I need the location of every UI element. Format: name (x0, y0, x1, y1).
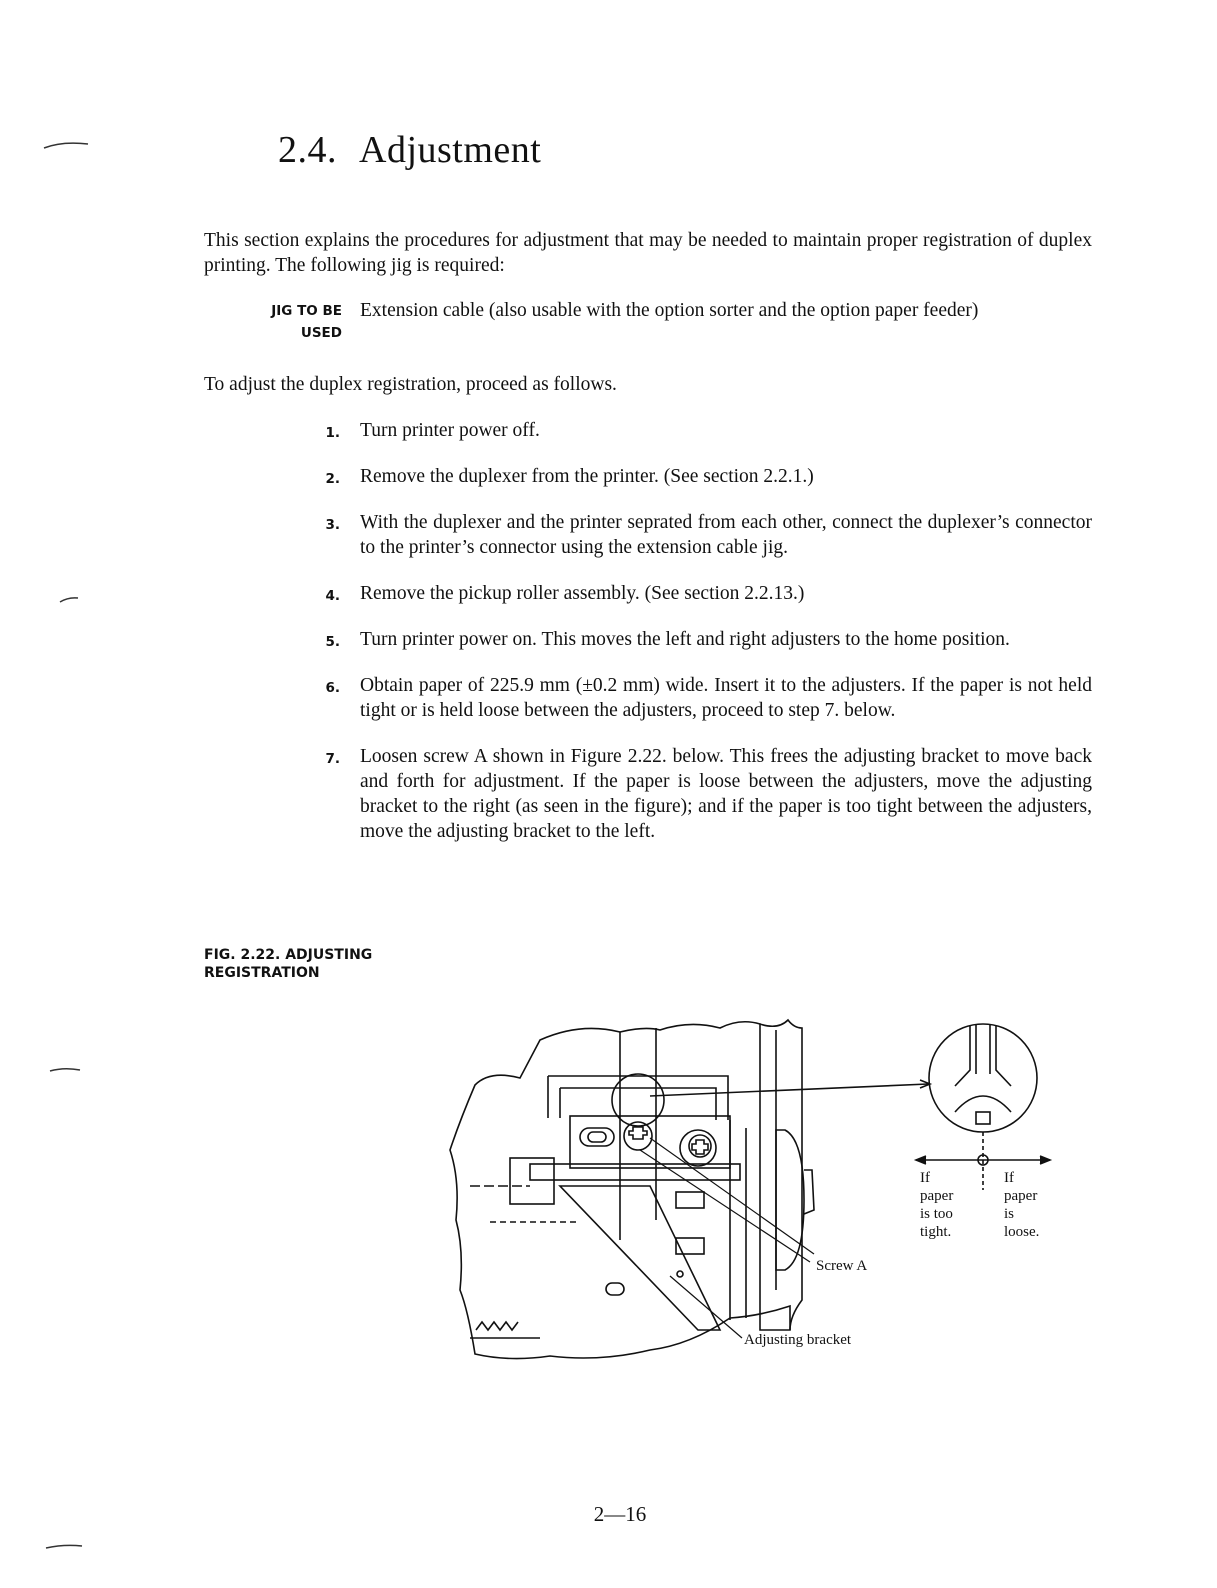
arrow-left-icon (916, 1156, 926, 1164)
jig-label (214, 300, 342, 344)
figure-caption-line2: REGISTRATION (204, 965, 320, 981)
step-item (300, 418, 1092, 443)
section-number: 2.4. (278, 129, 337, 171)
tight-label-line1: If (920, 1170, 930, 1186)
step-number: 4. (325, 588, 340, 604)
step-text: Remove the duplexer from the printer. (See section 2.2.1.) (360, 466, 814, 487)
step-item (300, 673, 1092, 723)
screw-a-label: Screw A (816, 1258, 868, 1274)
side-plate (730, 1120, 746, 1320)
detail-arc (955, 1096, 1011, 1112)
step-text: With the duplexer and the printer seprated from each other, connect the duplexer’s connector to the printer’s connector using the extension cable jig. (360, 512, 1092, 558)
step-item (300, 510, 1092, 560)
slot-upper (676, 1192, 704, 1208)
detail-circle (929, 1024, 1037, 1132)
bracket-frame (548, 1076, 728, 1120)
loose-label-line4: loose. (1004, 1224, 1040, 1240)
frame-edge (760, 1020, 802, 1330)
detail-pin (976, 1112, 990, 1124)
figure-caption-line1: FIG. 2.22. ADJUSTING (204, 947, 373, 963)
section-title: Adjustment (359, 129, 542, 171)
step-text: Remove the pickup roller assembly. (See section 2.2.13.) (360, 583, 805, 604)
step-item (300, 744, 1092, 844)
step-number: 3. (325, 517, 340, 533)
page-number: 2—16 (593, 1502, 647, 1526)
detail-slot (955, 1024, 1011, 1086)
step-text: Turn printer power off. (360, 420, 540, 441)
tight-label-line4: tight. (920, 1224, 952, 1240)
loose-label-line3: is (1004, 1206, 1015, 1222)
roller-hub (804, 1170, 814, 1214)
figure-caption (204, 946, 444, 982)
step-item (300, 581, 1092, 606)
guide-shaft (530, 1164, 740, 1180)
oval-slot-inner (588, 1132, 606, 1142)
screw-a-cross (629, 1127, 647, 1139)
step-number: 7. (325, 751, 340, 767)
scan-mark (42, 140, 92, 152)
spring (476, 1322, 518, 1330)
jig-text: Extension cable (also usable with the option sorter and the option paper feeder) (360, 300, 979, 321)
scan-mark (42, 594, 92, 606)
step-number: 1. (325, 425, 340, 441)
loose-label-line2: paper (1004, 1188, 1038, 1204)
slot-lower (676, 1238, 704, 1254)
step-item (300, 464, 1092, 489)
arrow-right-icon (1040, 1156, 1050, 1164)
step-item (300, 627, 1092, 652)
adjusting-registration-diagram (430, 1000, 1070, 1370)
loose-label-line1: If (1004, 1170, 1014, 1186)
step-number: 2. (325, 471, 340, 487)
pin-hole (677, 1271, 683, 1277)
intro-paragraph: This section explains the procedures for adjustment that may be needed to maintain proper registration of duplex printing. The following jig is required: (204, 230, 1092, 276)
tight-label-line2: paper (920, 1188, 954, 1204)
screw-a-leader (640, 1150, 810, 1262)
step-text: Obtain paper of 225.9 mm (±0.2 mm) wide. Insert it to the adjusters. If the paper is not held tight or is held loose between the adjusters, proceed to step 7. below. (360, 675, 1092, 721)
step-number: 6. (325, 680, 340, 696)
jig-label-line1: JIG TO BE (271, 303, 342, 319)
small-oval-slot (606, 1283, 624, 1295)
oval-slot (580, 1128, 614, 1146)
adjusting-bracket-label: Adjusting bracket (744, 1332, 852, 1348)
tight-label-line3: is too (920, 1206, 953, 1222)
procedure-lead: To adjust the duplex registration, proceed as follows. (204, 374, 617, 395)
step-text: Loosen screw A shown in Figure 2.22. below. This frees the adjusting bracket to move back and forth for adjustment. If the paper is loose between the adjusters, move the adjusting bracket to the right (as seen in the figure); and if the paper is too tight between the adjusters, move the adjusting bracket to the left. (360, 746, 1092, 842)
step-number: 5. (325, 634, 340, 650)
section-heading (278, 128, 541, 172)
screw-cross (692, 1140, 708, 1154)
bracket-leader (670, 1276, 742, 1338)
scan-mark (42, 1540, 92, 1552)
procedure-steps (300, 418, 1092, 865)
bracket-frame-inner (560, 1088, 716, 1120)
leader-line (650, 1084, 928, 1096)
step-text: Turn printer power on. This moves the left and right adjusters to the home position. (360, 629, 1010, 650)
scan-mark (42, 1064, 92, 1076)
jig-label-line2: USED (300, 325, 342, 341)
shaft-block (510, 1158, 554, 1204)
